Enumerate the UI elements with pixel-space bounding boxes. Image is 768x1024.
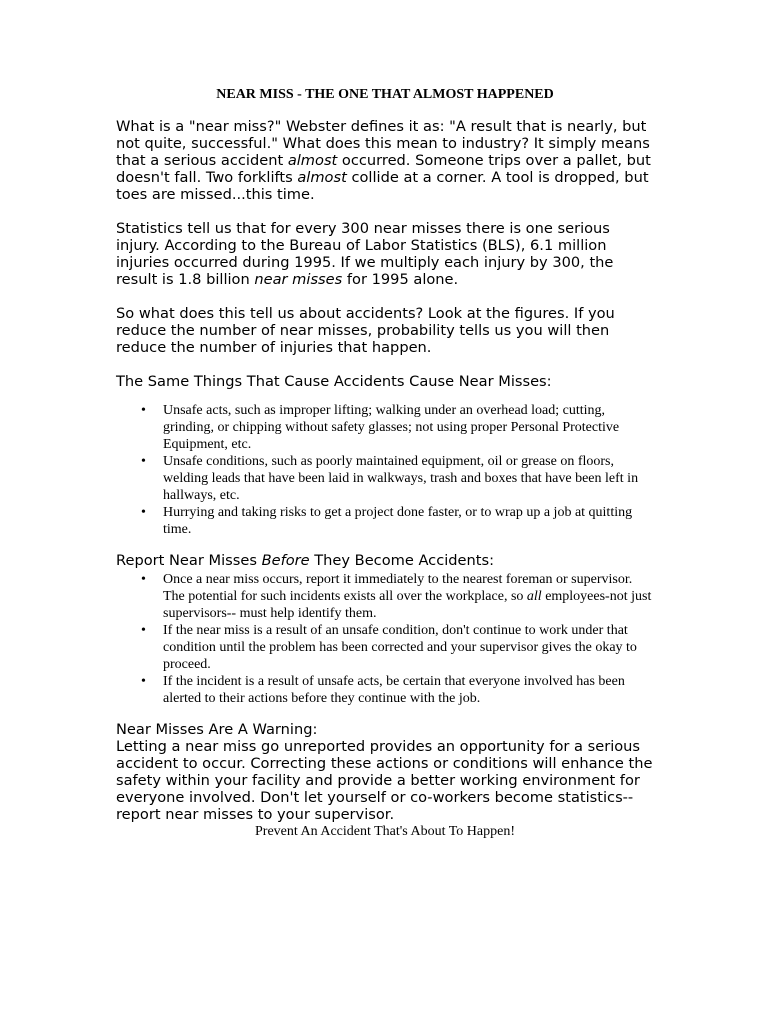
report-heading-text: They Become Accidents:	[309, 552, 495, 569]
list-item: • Unsafe acts, such as improper lifting; walking under an overhead load; cutting, grinding, or chipping without safety glasses; not using proper Personal Protective Equipment, etc.	[163, 402, 654, 453]
intro-paragraph-definition	[116, 118, 654, 203]
emphasis-text: Before	[261, 552, 310, 569]
intro-paragraph-conclusion: So what does this tell us about accidents? Look at the figures. If you reduce the number of near misses, probability tells us you will then reduce the number of injuries that happen.	[116, 305, 615, 356]
warning-heading: Near Misses Are A Warning:	[116, 721, 318, 738]
list-item: • Unsafe conditions, such as poorly maintained equipment, oil or grease on floors, welding leads that have been laid in walkways, trash and boxes that have been left in hallways, etc.	[163, 453, 654, 504]
list-item	[163, 571, 654, 622]
list-item-text: employees-not just supervisors-- must help identify them.	[163, 589, 652, 621]
report-heading	[116, 552, 654, 569]
causes-list	[116, 402, 654, 538]
list-item-text: Once a near miss occurs, report it immediately to the nearest foreman or supervisor. The potential for such incidents exists all over the workplace, so	[163, 572, 633, 604]
intro-text: What is a "near miss?" Webster defines it as: "A result that is nearly, but not quite, successful." What does this mean to industry? It simply means that a serious accident	[116, 118, 650, 169]
list-item: • Hurrying and taking risks to get a project done faster, or to wrap up a job at quitting time.	[163, 504, 654, 538]
list-item: • If the incident is a result of unsafe acts, be certain that everyone involved has been alerted to their actions before they continue with the job.	[163, 673, 654, 707]
intro-paragraph-statistics	[116, 220, 654, 288]
report-heading-text: Report Near Misses	[116, 552, 262, 569]
closing-line: Prevent An Accident That's About To Happen!	[255, 824, 515, 839]
document-page	[116, 86, 654, 841]
emphasis-text: almost	[287, 152, 338, 169]
emphasis-text: all	[526, 589, 542, 604]
causes-heading: The Same Things That Cause Accidents Cause Near Misses:	[116, 373, 552, 390]
emphasis-text: near misses	[254, 271, 343, 288]
list-item: • If the near miss is a result of an unsafe condition, don't continue to work under that condition until the problem has been corrected and your supervisor gives the okay to proceed.	[163, 622, 654, 673]
report-list	[116, 571, 654, 707]
intro-text: occurred. Someone trips over a pallet, but doesn't fall. Two forklifts	[116, 152, 651, 186]
document-title: NEAR MISS - THE ONE THAT ALMOST HAPPENED	[216, 87, 554, 102]
statistics-text: Statistics tell us that for every 300 near misses there is one serious injury. According to the Bureau of Labor Statistics (BLS), 6.1 million injuries occurred during 1995. If we multiply each injury by 300, the result is 1.8 billion	[116, 220, 614, 288]
intro-text: collide at a corner. A tool is dropped, but toes are missed...this time.	[116, 169, 649, 203]
statistics-text: for 1995 alone.	[342, 271, 459, 288]
warning-paragraph: Letting a near miss go unreported provides an opportunity for a serious accident to occur. Correcting these actions or conditions will enhance the safety within your facility and provide a better working environment for everyone involved. Don't let yourself or co-workers become statistics--report near misses to your supervisor.	[116, 738, 653, 823]
emphasis-text: almost	[297, 169, 347, 186]
